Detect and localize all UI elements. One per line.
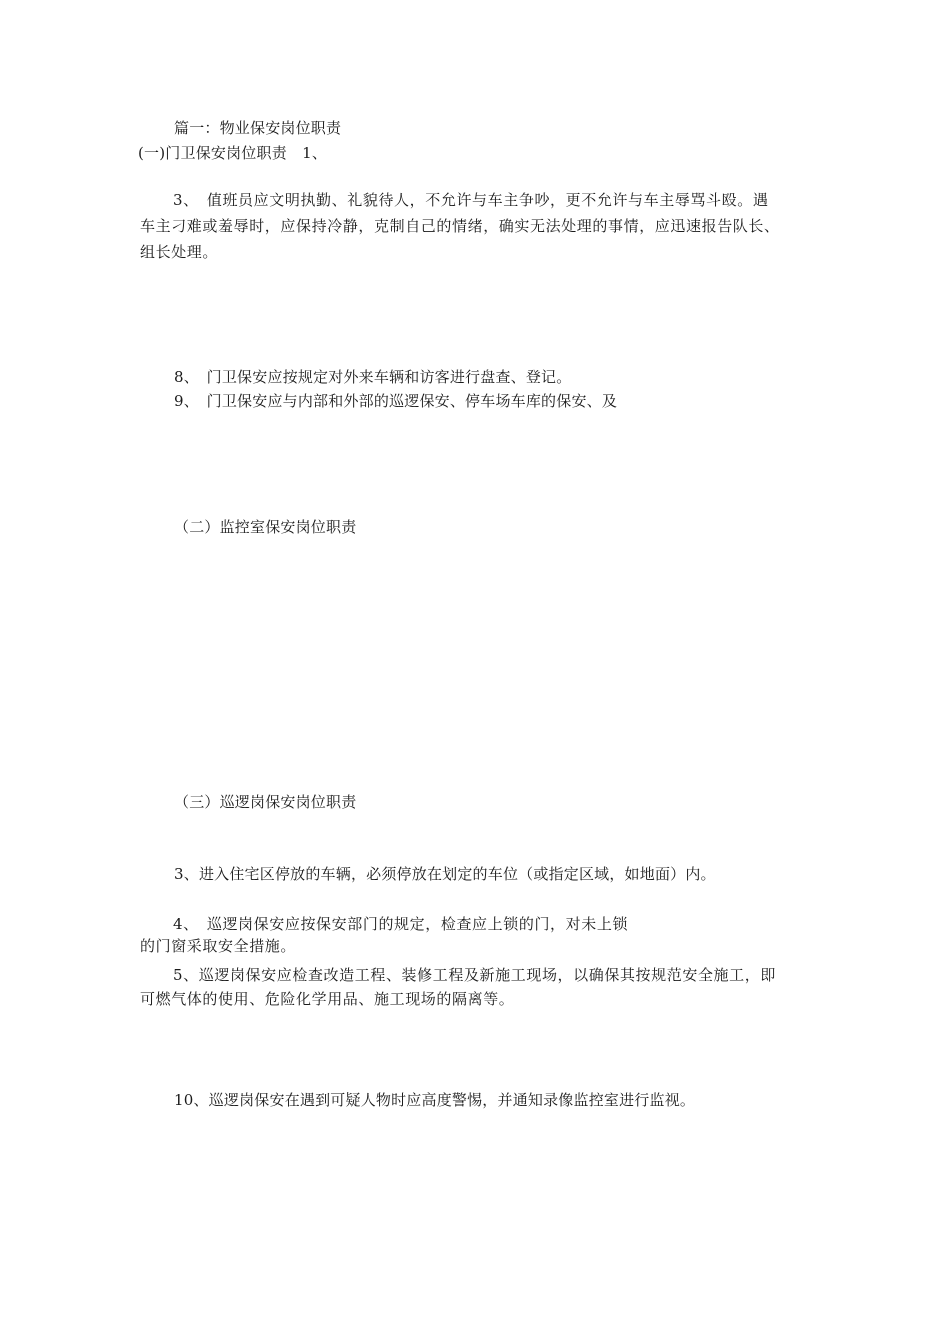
paragraph-patrol-item-4 [140, 913, 812, 957]
paragraph-line: 组长处理。 [140, 243, 219, 261]
paragraph-line: 可燃气体的使用、危险化学用品、施工现场的隔离等。 [140, 990, 515, 1008]
section-heading-monitor-room: （二）监控室保安岗位职责 [174, 518, 357, 536]
paragraph-line: 的门窗采取安全措施。 [140, 937, 297, 955]
paragraph-item-3 [140, 187, 812, 265]
paragraph-line: 4、 巡逻岗保安应按保安部门的规定，检查应上锁的门，对未上锁 [173, 915, 629, 933]
paragraph-line: 5、巡逻岗保安应检查改造工程、装修工程及新施工现场，以确保其按规范安全施工，即 [173, 966, 776, 984]
paragraph-line: 3、 值班员应文明执勤、礼貌待人，不允许与车主争吵，更不允许与车主辱骂斗殴。遇 [173, 191, 769, 209]
paragraph-patrol-item-5 [140, 963, 812, 1011]
document-title: 篇一：物业保安岗位职责 [174, 119, 342, 137]
paragraph-item-8: 8、 门卫保安应按规定对外来车辆和访客进行盘查、登记。 [174, 368, 572, 386]
section-heading-patrol: （三）巡逻岗保安岗位职责 [174, 793, 357, 811]
paragraph-item-9: 9、 门卫保安应与内部和外部的巡逻保安、停车场车库的保安、及 [174, 392, 618, 410]
paragraph-line: 车主刁难或羞辱时，应保持冷静，克制自己的情绪，确实无法处理的事情，应迅速报告队长、 [140, 217, 780, 235]
section-heading-gate-guard: (一)门卫保安岗位职责 1、 [138, 144, 328, 162]
paragraph-patrol-item-10: 10、巡逻岗保安在遇到可疑人物时应高度警惕，并通知录像监控室进行监视。 [174, 1091, 696, 1109]
paragraph-patrol-item-3: 3、进入住宅区停放的车辆，必须停放在划定的车位（或指定区域，如地面）内。 [174, 865, 716, 883]
